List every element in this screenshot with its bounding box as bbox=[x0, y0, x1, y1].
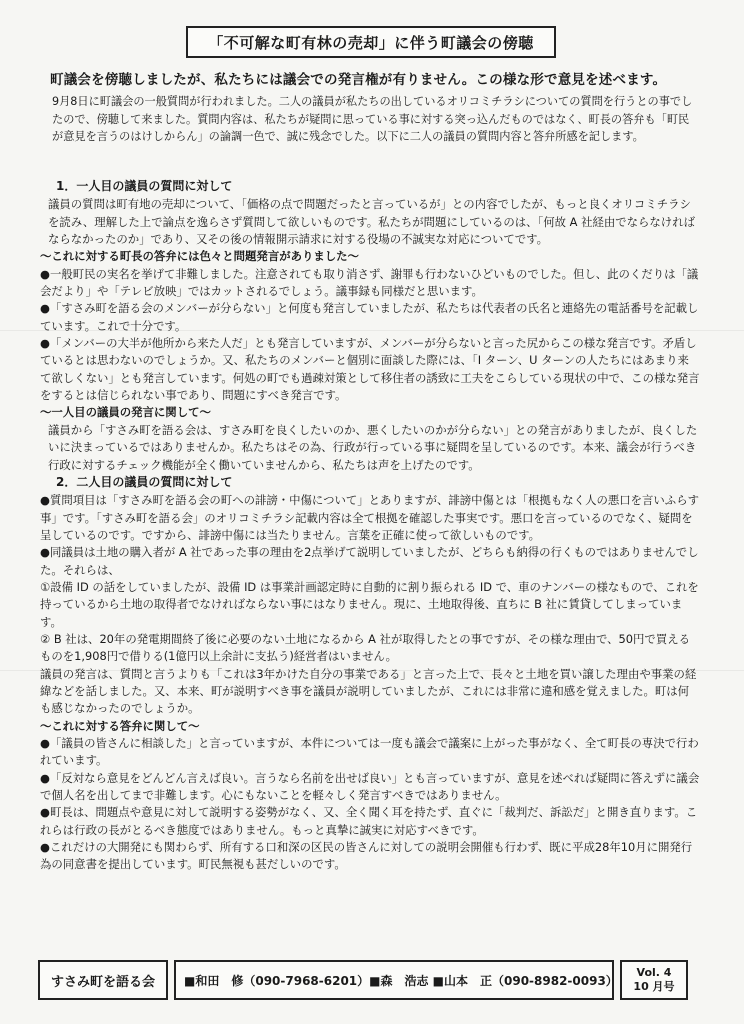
member-contacts: ■和田 修（090-7968-6201）■森 浩志 ■山本 正（090-8982-0093） bbox=[174, 960, 614, 1000]
bullet-item: ●「すさみ町を語る会のメンバーが分らない」と何度も発言していましたが、私たちは代表者の氏名と連絡先の電話番号を記載しています。これで十分です。 bbox=[40, 301, 699, 333]
intro-paragraph: 9月8日に町議会の一般質問が行われました。二人の議員が私たちの出しているオリコミチラシについての質問を行うとの事でしたので、傍聴して来ました。質問内容は、私たちが疑問に思っている事に対する突っ込んだものではなく、町長の答弁も「町民が意見を言うのはけしからん」の論調一色で、誠に残念でした。以下に二人の議員の質問内容と答弁所感を記します。 bbox=[52, 95, 693, 143]
bullet-item: ●これだけの大開発にも関わらず、所有する口和深の区民の皆さんに対しての説明会開催も行わず、既に平成28年10月に開発行為の同意書を提出しています。町民無視も甚だしいのです。 bbox=[40, 840, 693, 872]
section2-subheading: ～これに対する答弁に関して～ bbox=[40, 718, 200, 733]
section1-paragraph2: 議員から「すさみ町を語る会は、すさみ町を良くしたいのか、悪くしたいのかが分らない」との発言がありましたが、良くしたいに決まっているではありませんか。私たちはその為、行政が行っている事に疑問を呈しているのです。本来、議会が行うべき行政に対するチェック機能が全く働いていませんから、私たちは声を上げたのです。 bbox=[48, 422, 698, 472]
organization-name: すさみ町を語る会 bbox=[38, 960, 168, 1000]
lead-statement: 町議会を傍聴しましたが、私たちには議会での発言権が有りません。この様な形で意見を述べます。 bbox=[50, 72, 667, 88]
bullet-item: ●質問項目は「すさみ町を語る会の町への誹謗・中傷について」とありますが、誹謗中傷とは「根拠もなく人の悪口を言いふらす事」です。「すさみ町を語る会」のオリコミチラシ記載内容は全て根拠を確認した事実です。悪口を言っているのでなく、疑問を呈しているのです。ですから、誹謗中傷には当たりません。言葉を正確に使って欲しいものです。 bbox=[40, 493, 699, 542]
article-body bbox=[40, 178, 700, 874]
issue-box bbox=[620, 960, 688, 1000]
section1-heading: 1．一人目の議員の質問に対して bbox=[56, 179, 233, 193]
bullet-item: ●「議員の皆さんに相談した」と言っていますが、本件については一度も議会で議案に上がった事がなく、全て町長の専決で行われています。 bbox=[40, 736, 699, 768]
section2-paragraph: 議員の発言は、質問と言うよりも「これは3年かけた自分の事業である」と言った上で、長々と土地を買い譲した理由や事業の経緯などを話しました。又、本来、町が説明すべき事を議員が説明していましたが、これには非常に違和感を覚えました。町は何も感じなかったのでしょうか。 bbox=[40, 666, 697, 716]
section1-subheading-member: ～一人目の議員の発言に関して～ bbox=[40, 405, 211, 420]
bullet-item: ●「反対なら意見をどんどん言えば良い。言うなら名前を出せば良い」とも言っていますが、意見を述べれば疑問に答えずに議会で個人名を出してまで非難します。心にもないことを軽々しく発言すべきではありません。 bbox=[40, 770, 700, 803]
section1-paragraph: 議員の質問は町有地の売却について、「価格の点で問題だったと言っているが」との内容でしたが、もっと良くオリコミチラシを読み、理解した上で論点を逸らさず質問して欲しいものです。私たちが問題にしているのは、「何故 A 社経由でならなければならなかったのか」であり、又その後の情報開示請求に対する役場の不誠実な対応についてです。 bbox=[48, 197, 695, 247]
bullet-item: ●「メンバーの大半が他所から来た人だ」とも発言していますが、メンバーが分らないと言った尻からこの様な発言です。矛盾しているとは思わないのでしょうか。又、私たちのメンバーと個別に面談した際には、「I ターン、U ターンの人たちにはあまり来て欲しくない」とも発言しています。何処の町でも過疎対策として移住者の誘致に工夫をこらしている現状の中で、この様な発言をするとは信じられない事であり、問題にすべき発言です。 bbox=[40, 336, 700, 403]
page-title: 「不可解な町有林の売却」に伴う町議会の傍聴 bbox=[186, 26, 556, 58]
numbered-point: ② B 社は、20年の発電期間終了後に必要のない土地になるから A 社が取得したとの事ですが、その様な理由で、50円で買えるものを1,908円で借りる(1億円以上余計に支払う)経営者はいません。 bbox=[40, 631, 690, 664]
bullet-item: ●町長は、問題点や意見に対して説明する姿勢がなく、又、全く聞く耳を持たず、直ぐに「裁判だ、訴訟だ」と開き直ります。これらは行政の長がとるべき態度ではありません。もっと真摯に誠実に対応すべきです。 bbox=[40, 805, 698, 837]
bullet-item: ●同議員は土地の購入者が A 社であった事の理由を2点挙げて説明していましたが、どちらも納得の行くものではありませんでした。それらは、 bbox=[40, 545, 699, 577]
issue-month: 10 月号 bbox=[633, 980, 675, 993]
bullet-item: ●一般町民の実名を挙げて非難しました。注意されても取り消さず、謝罪も行わないひどいものでした。但し、此のくだりは「議会だより」や「テレビ放映」ではカットされるでしょう。議事録も同様だと思います。 bbox=[40, 266, 699, 299]
issue-volume: Vol. 4 bbox=[636, 966, 672, 979]
footer bbox=[38, 960, 700, 1004]
numbered-point: ①設備 ID の話をしていましたが、設備 ID は事業計画認定時に自動的に割り振られる ID で、車のナンバーの様なもので、これを持っているから土地の取得者でなければならない事にはなりません。現に、土地取得後、直ちに B 社に賃貸してしまっています。 bbox=[40, 579, 699, 629]
section2-heading: 2．二人目の議員の質問に対して bbox=[56, 474, 233, 489]
section1-subheading-mayor: ～これに対する町長の答弁には色々と問題発言がありました～ bbox=[40, 249, 359, 264]
